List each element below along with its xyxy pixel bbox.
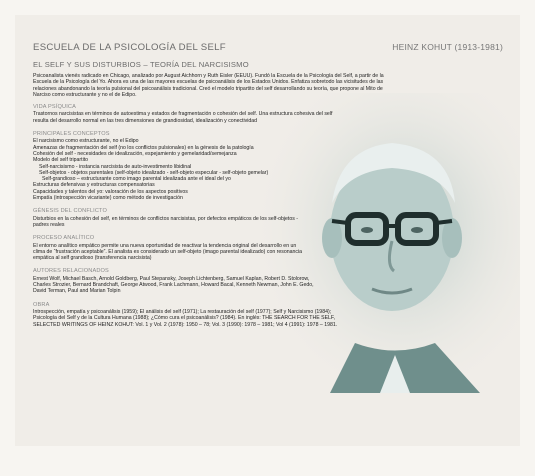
section-principales: [33, 131, 385, 201]
text-line: Capacidades y talentos del yo: valoración de los aspectos positivos: [33, 188, 188, 195]
section-heading: GÉNESIS DEL CONFLICTO: [33, 208, 108, 215]
section-heading: PROCESO ANALÍTICO: [33, 235, 95, 242]
text-line: Empatía (introspección vicariante) como método de investigación: [33, 195, 183, 202]
text-line: padres reales: [33, 221, 65, 228]
text-line: El entorno analítico empático permite una nueva oportunidad de reactivar la tendencia original del desarrollo en un: [33, 242, 297, 249]
text-line: Self-objetos - objetos parentales (self-objeto idealizado - self-objeto especular - self-objeto gemelar): [39, 169, 269, 176]
text-line: Self-narcisismo - instancia narcisista de auto-investimento libidinal: [39, 163, 192, 170]
text-line: Amenazas de fragmentación del self (no los conflictos pulsionales) en la génesis de la patología: [33, 144, 254, 151]
author-name: HEINZ KOHUT (1913-1981): [392, 42, 503, 52]
section-genesis: [33, 208, 385, 228]
section-heading: PRINCIPALES CONCEPTOS: [33, 131, 110, 138]
section-heading: AUTORES RELACIONADOS: [33, 268, 109, 275]
page-title: ESCUELA DE LA PSICOLOGÍA DEL SELF: [33, 42, 226, 53]
text-line: Self-grandioso – estructurante como imago parental idealizada ante el ideal del yo: [42, 176, 231, 183]
text-line: El narcisismo como estructurante, no el Edipo: [33, 138, 139, 145]
header: [33, 42, 503, 69]
intro-paragraph: Psicoanalista vienés radicado en Chicago, analizado por August Aichhorn y Ruth Eisler (EEUU). Fundó la Escuela de la Psicología del Self, a partir de la Escuela de la Psicología del Yo. Ahora es una de las mayores escuelas de psicoanálisis de los Estados Unidos. Enfatiza sobretodo las vicisitudes de las relaciones abandonando la teoría pulsional del psicoanálisis tradicional. Creó el modelo tripartito del self desarrollando su teoría, que propone al Mito de Narciso como estructurante y no el de Edipo.: [33, 73, 384, 98]
section-proceso: [33, 235, 385, 261]
document-card: [15, 15, 520, 446]
text-line: Modelo del self tripartito: [33, 157, 89, 164]
text-line: Estructuras defensivas y estructuras compensatorias: [33, 182, 155, 189]
text-line: Ernest Wolf, Michael Basch, Arnold Goldberg, Paul Stepansky, Joseph Lichtenberg, Samuel Kaplan, Robert D. Stolorow,: [33, 275, 310, 282]
section-vida: [33, 104, 385, 124]
text-line: empática al self grandioso (transferencia narcisista): [33, 255, 152, 262]
text-line: Charles Strozier, Bernard Brandchaft, George Atwood, Frank Lachmann, Howard Bacal, Kenneth Newman, John E. Gedo,: [33, 282, 314, 289]
section-obra: [33, 302, 385, 328]
page-subtitle: EL SELF Y SUS DISTURBIOS – TEORÍA DEL NARCISISMO: [33, 60, 249, 69]
document-body: [33, 73, 385, 335]
text-line: Introspección, empatía y psicoanálisis (1959); El análisis del self (1971); La restauración del self (1977); Self y Narcisismo (1984);: [33, 308, 332, 315]
text-line: resulta del desarrollo normal en las tres dimensiones de grandiosidad, idealización y conectividad: [33, 117, 258, 124]
section-heading: OBRA: [33, 301, 50, 308]
text-line: Disturbios en la cohesión del self, en términos de conflictos narcisistas, por defectos empáticos de los self-objetos -: [33, 215, 298, 222]
text-line: Cohesión del self - necesidades de idealización, espejamiento y gemelaridad/semejanza: [33, 150, 237, 157]
text-line: Psicología del Self y de la Cultura Humana (1988); ¿Cómo cura el psicoanálisis? (1984). En inglés: THE SEARCH FOR THE SELF,: [33, 315, 335, 322]
text-line: clima de “frustración aceptable”. El analista es considerado un self-objeto (imago parental idealizado) con resonancia: [33, 248, 303, 255]
text-line: SELECTED WRITINGS OF HEINZ KOHUT: Vol. 1 y Vol. 2 (1978): 1950 – 78; Vol. 3 (1990): 1978 – 1981; Vol 4 (1991): 1978 – 1981.: [33, 321, 338, 328]
section-autores: [33, 268, 385, 294]
section-heading: VIDA PSÍQUICA: [33, 104, 76, 111]
text-line: Trastornos narcisistas en términos de autoestima y estados de fragmentación o cohesión del self. Una estructura cohesiva del self: [33, 111, 333, 118]
text-line: David Terman, Paul and Marian Tolpin: [33, 288, 121, 295]
